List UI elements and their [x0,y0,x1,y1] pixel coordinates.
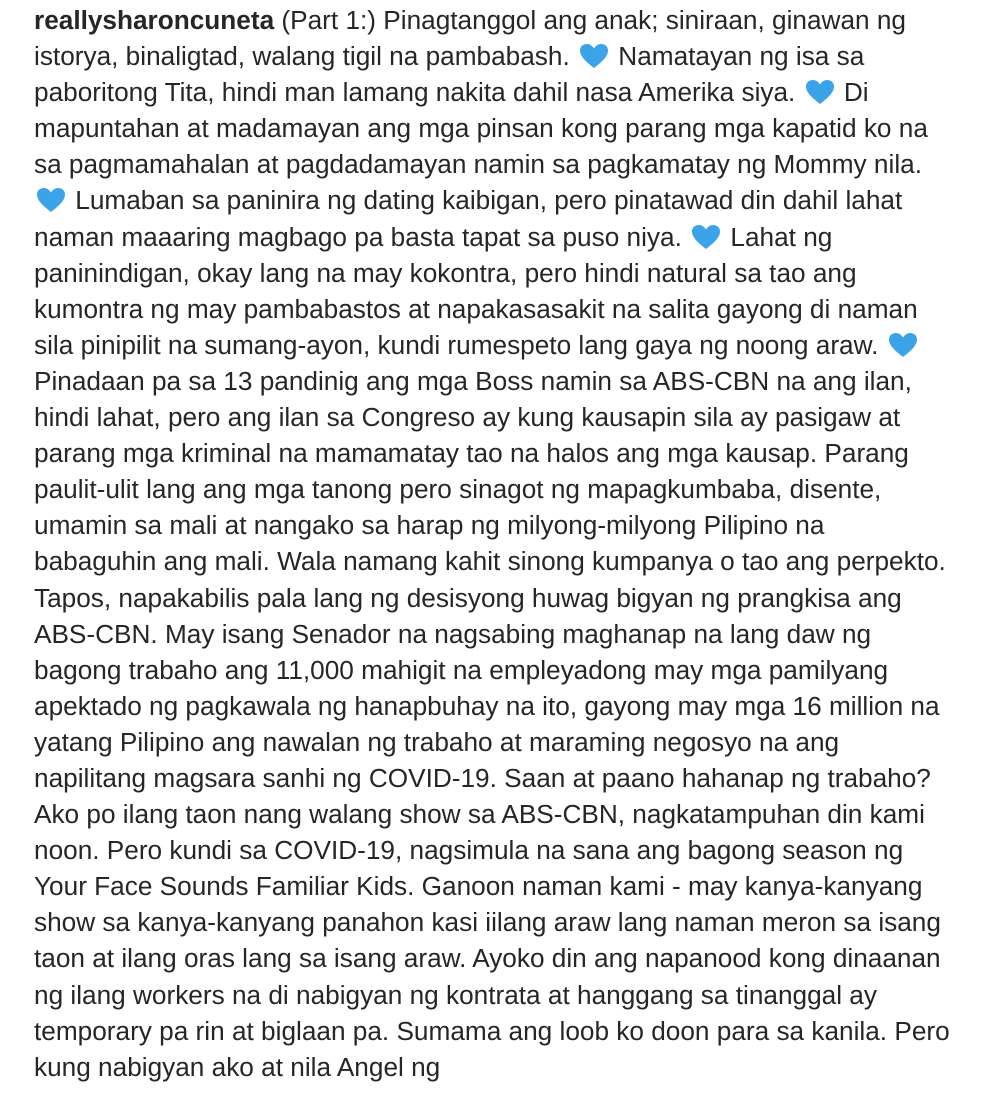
caption-line [34,435,974,471]
caption-line [34,977,974,1013]
caption-text: kumontra ng may pambabastos at napakasasakit na salita gayong di naman [34,293,918,324]
caption-text: sila pinipilit na sumang-ayon, kundi rumespeto lang gaya ng noong araw. [34,329,886,360]
caption-line [34,399,974,435]
caption-text: taon at ilang oras lang sa isang araw. Ayoko din ang napanood kong dinaanan [34,943,941,974]
caption-text: Your Face Sounds Familiar Kids. Ganoon naman kami - may kanya-kanyang [34,871,923,902]
caption-text: Pinadaan pa sa 13 pandinig ang mga Boss namin sa ABS-CBN na ang ilan, [34,365,912,396]
caption-line [34,471,974,507]
caption-line [34,796,974,832]
caption-line [34,832,974,868]
caption-line [34,760,974,796]
caption-line [34,38,974,74]
caption-text: Lahat ng [723,221,833,252]
caption-text: temporary pa rin at biglaan pa. Sumama ang loob ko doon para sa kanila. Pero [34,1015,950,1046]
caption-text: Lumaban sa paninira ng dating kaibigan, pero pinatawad din dahil lahat [68,185,903,216]
caption-line [34,724,974,760]
caption-text: paulit-ulit lang ang mga tanong pero sinagot ng mapagkumbaba, disente, [34,474,882,505]
caption-line [34,219,974,255]
caption-text: (Part 1:) Pinagtanggol ang anak; siniraan, ginawan ng [274,5,906,35]
caption-line [34,940,974,976]
caption-line [34,616,974,652]
caption-text: naman maaaring magbago pa basta tapat sa puso niya. [34,221,690,252]
caption-line [34,146,974,182]
blue-heart-icon [36,186,66,212]
caption-line [34,291,974,327]
caption-text: sa pagmamahalan at pagdadamayan namin sa pagkamatay ng Mommy nila. [34,149,922,180]
blue-heart-icon [691,223,721,249]
caption-line [34,110,974,146]
caption-text: apektado ng pagkawala ng hanapbuhay na ito, gayong may mga 16 million na [34,690,940,721]
caption-text: umamin sa mali at nangako sa harap ng milyong-milyong Pilipino na [34,510,825,541]
caption-line [34,255,974,291]
caption-lines [34,2,974,1085]
caption-text: babaguhin ang mali. Wala namang kahit sinong kumpanya o tao ang perpekto. [34,546,946,577]
caption-text: Namatayan ng isa sa [611,41,865,72]
blue-heart-icon [805,78,835,104]
caption-text: paboritong Tita, hindi man lamang nakita dahil nasa Amerika siya. [34,77,803,108]
caption-text: Ako po ilang taon nang walang show sa ABS-CBN, nagkatampuhan din kami [34,799,925,830]
caption-text: napilitang magsara sanhi ng COVID-19. Saan at paano hahanap ng trabaho? [34,762,931,793]
caption-text: istorya, binaligtad, walang tigil na pambabash. [34,41,577,72]
caption-text: hindi lahat, pero ang ilan sa Congreso ay kung kausapin sila ay pasigaw at [34,402,901,433]
blue-heart-icon [579,42,609,68]
caption-line [34,507,974,543]
caption-line [34,904,974,940]
blue-heart-icon [888,331,918,357]
caption-line [34,363,974,399]
caption-text: ABS-CBN. May isang Senador na nagsabing maghanap na lang daw ng [34,618,872,649]
caption-text: kung nabigyan ako at nila Angel ng [34,1051,441,1082]
caption-line [34,652,974,688]
caption-text: paninindigan, okay lang na may kokontra, pero hindi natural sa tao ang [34,257,857,288]
caption-line [34,1013,974,1049]
caption-text: Di [836,77,869,108]
post-caption [34,2,974,1085]
caption-text: noon. Pero kundi sa COVID-19, nagsimula na sana ang bagong season ng [34,835,904,866]
caption-text: ng ilang workers na di nabigyan ng kontrata at hanggang sa tinanggal ay [34,979,877,1010]
caption-text: show sa kanya-kanyang panahon kasi iilang araw lang naman meron sa isang [34,907,941,938]
caption-line [34,580,974,616]
caption-line [34,1049,974,1085]
caption-line [34,327,974,363]
caption-text: parang mga kriminal na mamamatay tao na halos ang mga kausap. Parang [34,438,909,469]
caption-text: yatang Pilipino ang nawalan ng trabaho at maraming negosyo na ang [34,726,840,757]
username-link[interactable]: reallysharoncuneta [34,5,275,35]
caption-line [34,74,974,110]
caption-text: mapuntahan at madamayan ang mga pinsan kong parang mga kapatid ko na [34,113,928,144]
caption-text: Tapos, napakabilis pala lang ng desisyong huwag bigyan ng prangkisa ang [34,582,902,613]
caption-line [34,868,974,904]
caption-line [34,182,974,218]
caption-text: bagong trabaho ang 11,000 mahigit na empleyadong may mga pamilyang [34,654,889,685]
caption-line [34,688,974,724]
caption-line [34,2,974,38]
caption-line [34,543,974,579]
